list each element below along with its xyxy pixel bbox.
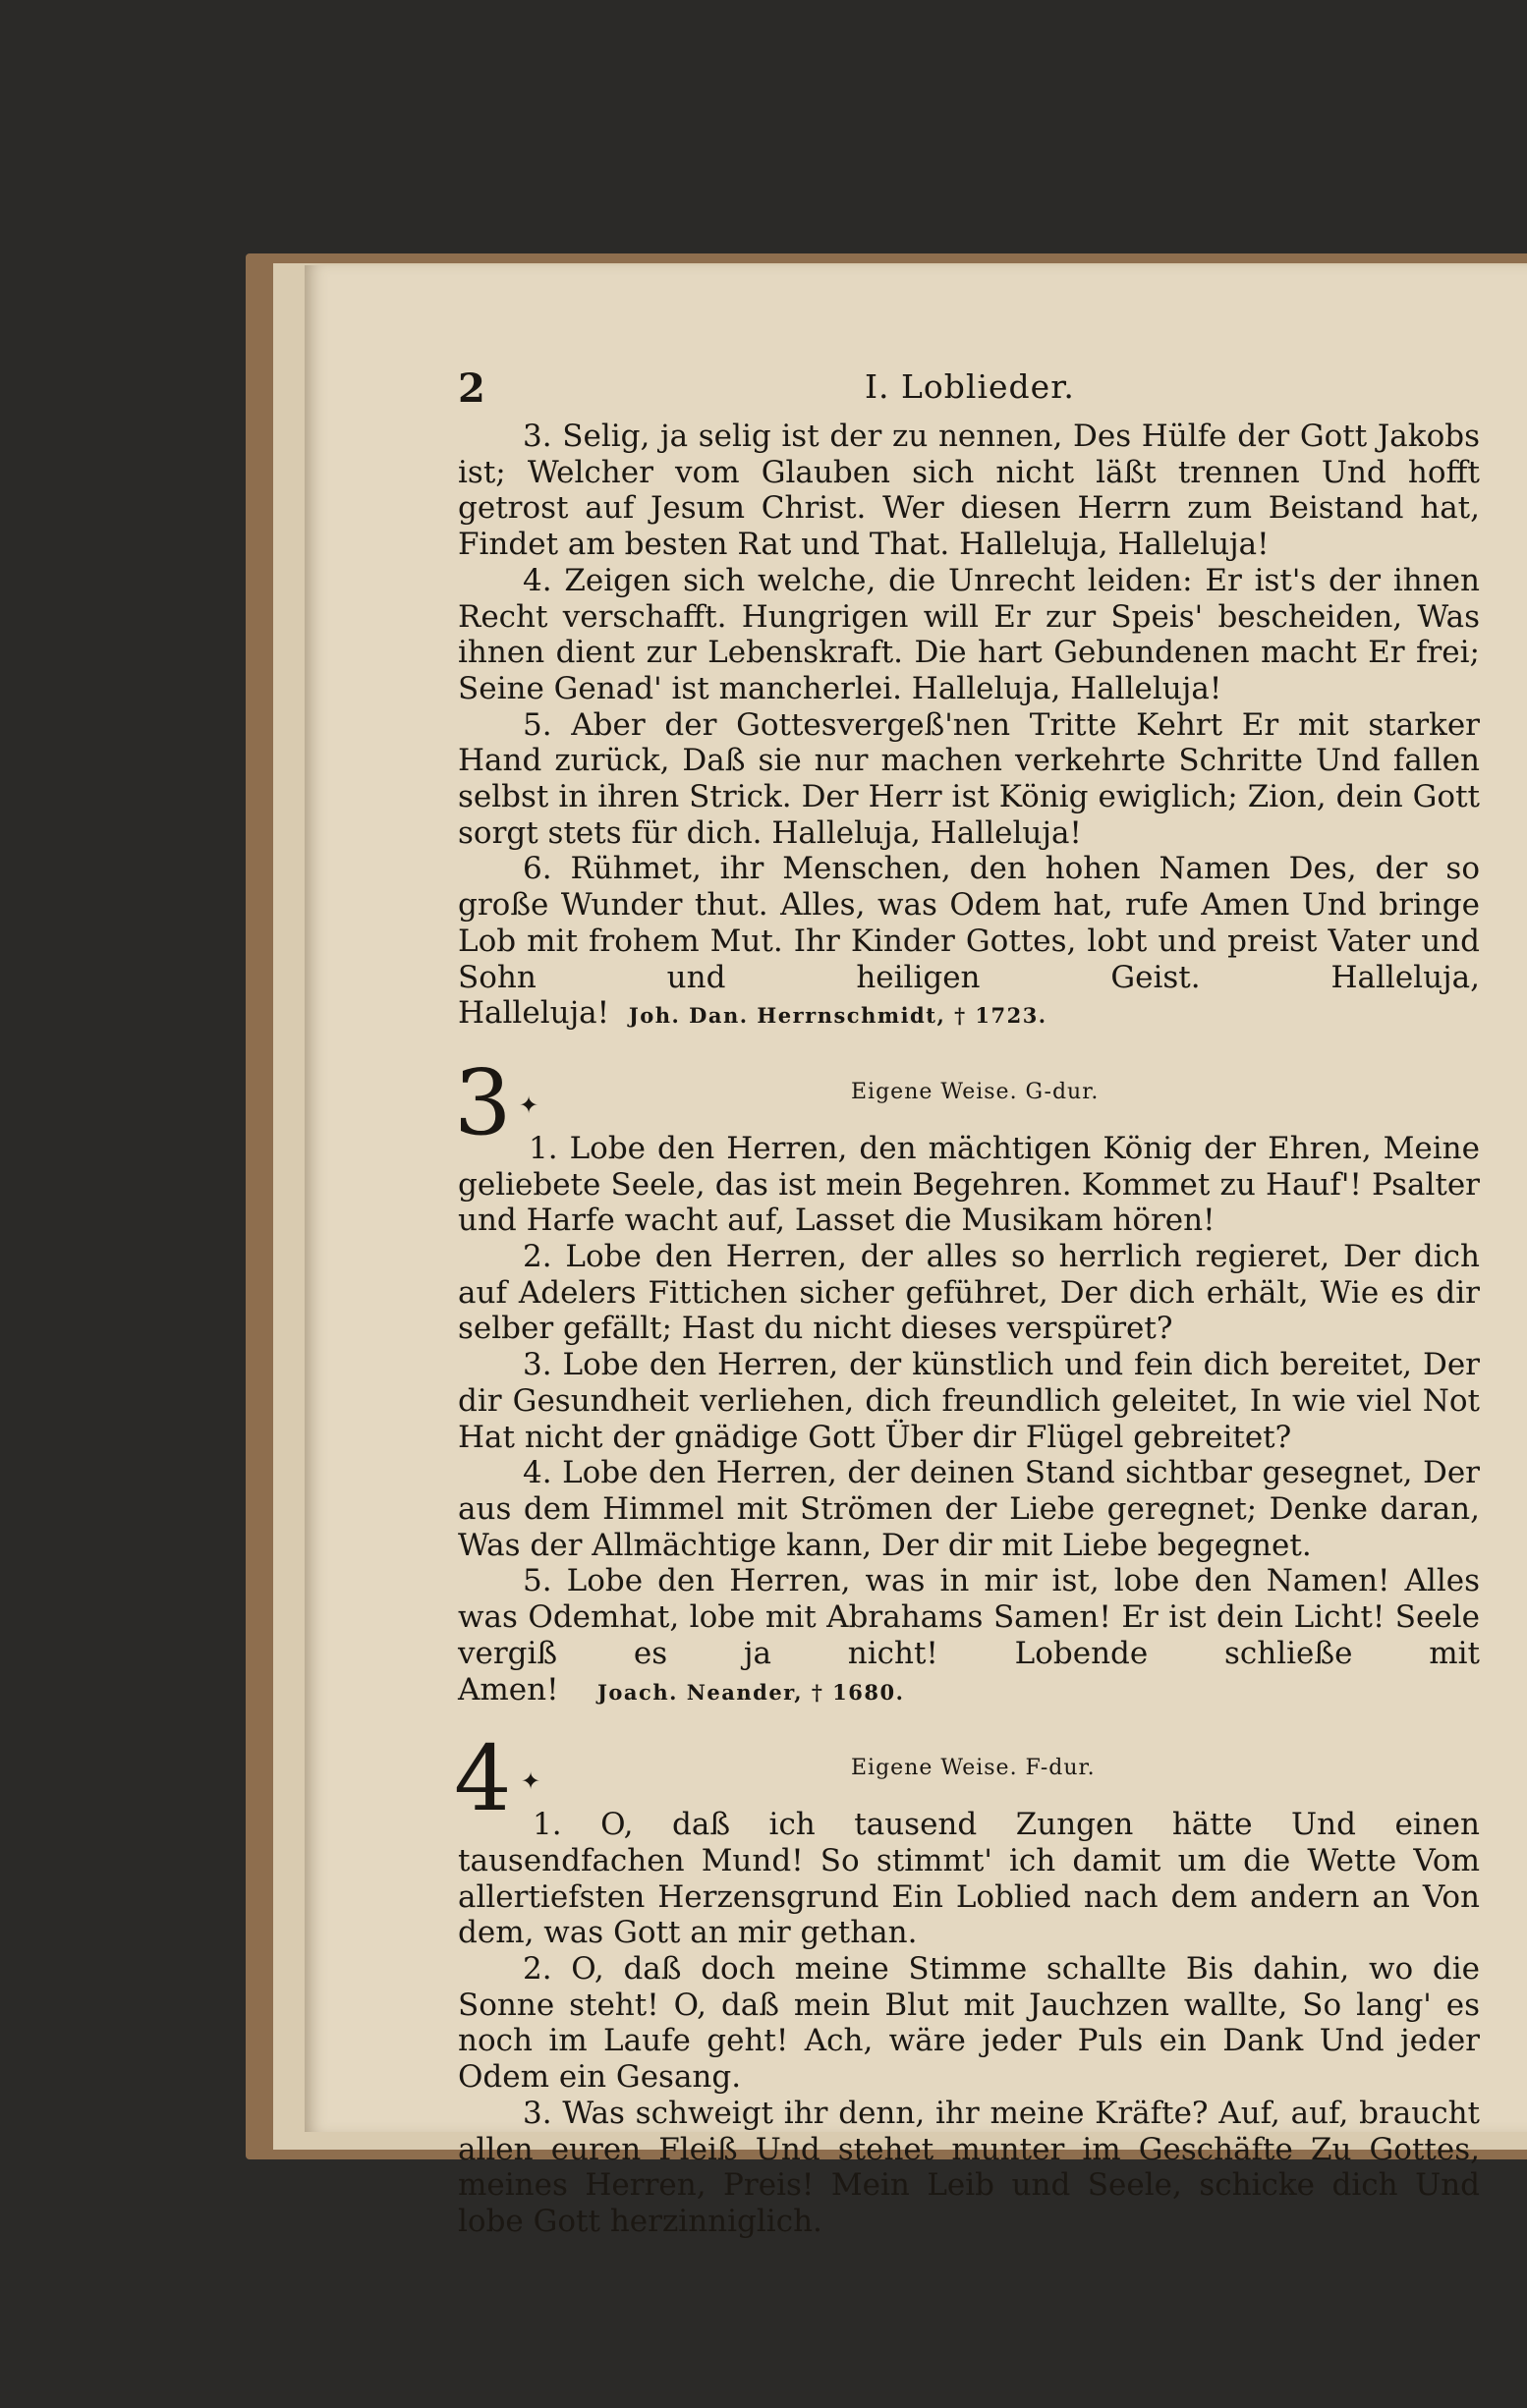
hymn3-stanza-2: 2. Lobe den Herren, der alles so herrlich regieret, Der dich auf Adelers Fittichen sicher geführet, Der dich erhält, Wie es dir selber gefällt; Hast du nicht dieses verspüret? bbox=[458, 1239, 1480, 1347]
hymn3-stanza-5 bbox=[458, 1563, 1480, 1710]
hymn3-star-mark: ✦ bbox=[519, 1091, 539, 1119]
hymn3-stanza-4: 4. Lobe den Herren, der deinen Stand sichtbar gesegnet, Der aus dem Himmel mit Strömen der Liebe geregnet; Denke daran, Was der Allmächtige kann, Der dir mit Liebe begegnet. bbox=[458, 1455, 1480, 1563]
hymn4-number: 4 bbox=[454, 1726, 512, 1832]
book-page bbox=[305, 265, 1527, 2239]
hymn2-stanza-5: 5. Aber der Gottesvergeß'nen Tritte Kehrt Er mit starker Hand zurück, Daß sie nur machen verkehrte Schritte Und fallen selbst in ihren Strick. Der Herr ist König ewiglich; Zion, dein Gott sorgt stets für dich. Halleluja, Halleluja! bbox=[458, 706, 1480, 851]
hymn3-stanza-1: 1. Lobe den Herren, den mächtigen König der Ehren, Meine geliebete Seele, das ist mein Begehren. Kommet zu Hauf'! Psalter und Harfe wacht auf, Lasset die Musikam hören! bbox=[458, 1130, 1480, 1239]
hymn3-tune: Eigene Weise. G-dur. bbox=[851, 1079, 1100, 1104]
hymn4-stanza-3: 3. Was schweigt ihr denn, ihr meine Kräfte? Auf, auf, braucht allen euren Fleiß Und stehet munter im Geschäfte Zu Gottes, meines Herren, Preis! Mein Leib und Seele, schicke dich Und lobe Gott herzinniglich. bbox=[458, 2095, 1480, 2239]
hymn4-tune: Eigene Weise. F-dur. bbox=[851, 1756, 1096, 1781]
hymn4-stanza-1: 1. O, daß ich tausend Zungen hätte Und einen tausendfachen Mund! So stimmt' ich damit um die Wette Vom allertiefsten Herzensgrund Ein Loblied nach dem andern an Von dem, was Gott an mir gethan. bbox=[458, 1807, 1480, 1951]
hymn3-attribution: Joach. Neander, † 1680. bbox=[596, 1679, 905, 1705]
hymn2-stanza-4: 4. Zeigen sich welche, die Unrecht leiden: Er ist's der ihnen Recht verschafft. Hungrigen will Er zur Speis' bescheiden, Was ihnen dient zur Lebenskraft. Die hart Gebundenen macht Er frei; Seine Genad' ist mancherlei. Halleluja, Halleluja! bbox=[458, 562, 1480, 706]
page-header bbox=[458, 360, 1480, 419]
hymn2-stanza-6 bbox=[458, 851, 1480, 1035]
page-number: 2 bbox=[458, 365, 485, 412]
hymn2-stanza-6-text: 6. Rühmet, ihr Menschen, den hohen Namen Des, der so große Wunder thut. Alles, was Odem hat, rufe Amen Und bringe Lob mit frohem Mut. Ihr Kinder Gottes, lobt und preist Vater und Sohn und heiligen Geist. Halleluja, Halleluja! bbox=[458, 851, 1480, 1032]
hymn3-heading bbox=[454, 1049, 1480, 1155]
hymn3-number: 3 bbox=[454, 1049, 512, 1155]
hymn4-stanza-2: 2. O, daß doch meine Stimme schallte Bis dahin, wo die Sonne steht! O, daß mein Blut mit Jauchzen wallte, So lang' es noch im Laufe geht! Ach, wäre jeder Puls ein Dank Und jeder Odem ein Gesang. bbox=[458, 1951, 1480, 2096]
hymn3-stanza-5-text: 5. Lobe den Herren, was in mir ist, lobe den Namen! Alles was Odemhat, lobe mit Abrahams Samen! Er ist dein Licht! Seele vergiß es ja nicht! Lobende schließe mit Amen! bbox=[458, 1563, 1480, 1708]
hymn3-stanza-3: 3. Lobe den Herren, der künstlich und fein dich bereitet, Der dir Gesundheit verliehen, dich freundlich geleitet, In wie viel Not Hat nicht der gnädige Gott Über dir Flügel gebreitet? bbox=[458, 1347, 1480, 1455]
hymn2-stanza-3: 3. Selig, ja selig ist der zu nennen, Des Hülfe der Gott Jakobs ist; Welcher vom Glauben sich nicht läßt trennen Und hofft getrost auf Jesum Christ. Wer diesen Herrn zum Beistand hat, Findet am besten Rat und That. Halleluja, Halleluja! bbox=[458, 419, 1480, 563]
running-title: I. Loblieder. bbox=[865, 367, 1075, 406]
page-content bbox=[454, 360, 1480, 2240]
hymn4-heading bbox=[454, 1726, 1480, 1832]
hymn2-attribution: Joh. Dan. Herrnschmidt, † 1723. bbox=[628, 1003, 1047, 1029]
hymn4-star-mark: ✦ bbox=[521, 1767, 541, 1796]
